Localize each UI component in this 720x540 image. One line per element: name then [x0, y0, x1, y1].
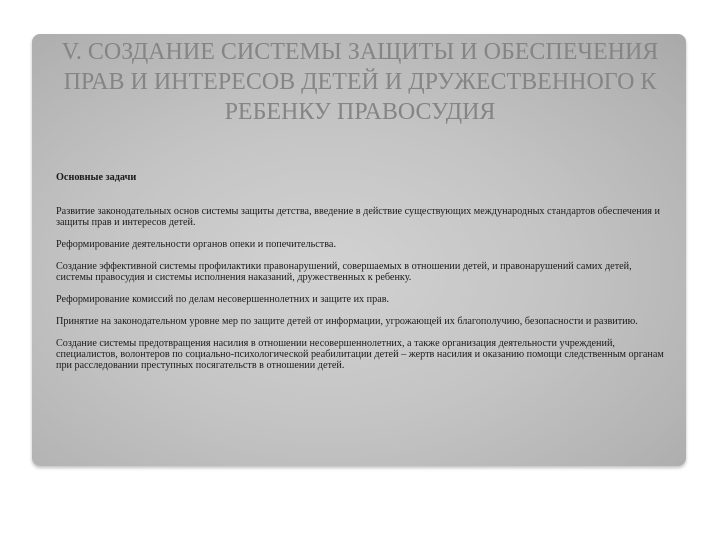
task-item-3: Создание эффективной системы профилактики правонарушений, совершаемых в отношении детей, и правонарушений самих детей, системы правосудия и системы исполнения наказаний, дружественных к ребенку. [56, 261, 632, 283]
task-item-2: Реформирование деятельности органов опеки и попечительства. [56, 239, 337, 250]
task-item-5: Принятие на законодательном уровне мер по защите детей от информации, угрожающей их благополучию, безопасности и развитию. [56, 316, 638, 327]
task-item-1: Развитие законодательных основ системы защиты детства, введение в действие существующих международных стандартов обеспечения и защиты прав и интересов детей. [56, 206, 660, 228]
task-item-6: Создание системы предотвращения насилия в отношении несовершеннолетних, а также организация деятельности учреждений, специалистов, волонтеров по социально-психологической реабилитации детей – жертв насилия и оказанию помощи следственным органам при расследовании преступных посягательств в отношении детей. [56, 338, 664, 371]
task-item-4: Реформирование комиссий по делам несовершеннолетних и защите их прав. [56, 294, 390, 305]
slide-body [56, 172, 666, 382]
slide-title: V. СОЗДАНИЕ СИСТЕМЫ ЗАЩИТЫ И ОБЕСПЕЧЕНИЯ ПРАВ И ИНТЕРЕСОВ ДЕТЕЙ И ДРУЖЕСТВЕННОГО К РЕБЕНКУ ПРАВОСУДИЯ [61, 39, 659, 125]
subheading: Основные задачи [56, 172, 137, 183]
